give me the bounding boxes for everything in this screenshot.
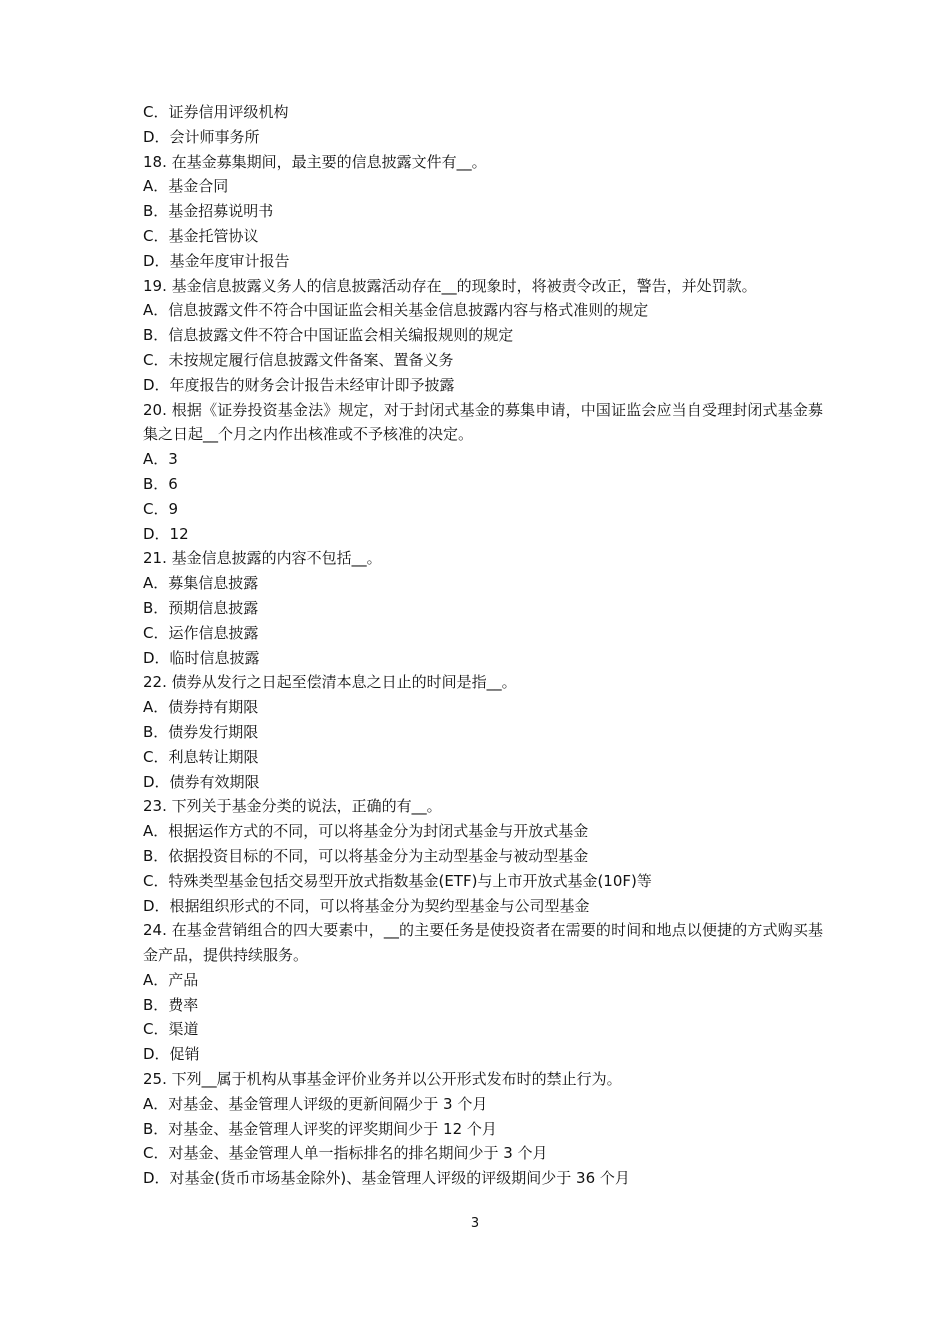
- option-line: D．临时信息披露: [143, 648, 260, 667]
- option-line: B．费率: [143, 995, 199, 1014]
- option-line: C．运作信息披露: [143, 623, 259, 642]
- page-number: 3: [470, 1216, 480, 1231]
- option-line: A．募集信息披露: [143, 574, 259, 593]
- option-line: B．依据投资目标的不同，可以将基金分为主动型基金与被动型基金: [143, 846, 589, 865]
- text-line: D．会计师事务所: [143, 127, 260, 146]
- option-line: B．预期信息披露: [143, 598, 259, 617]
- option-line: C．特殊类型基金包括交易型开放式指数基金(ETF)与上市开放式基金(10F)等: [143, 871, 652, 890]
- option-line: D．12: [143, 524, 189, 543]
- option-line: C．对基金、基金管理人单一指标排名的排名期间少于 3 个月: [143, 1144, 548, 1163]
- option-line: B．信息披露文件不符合中国证监会相关编报规则的规定: [143, 326, 514, 345]
- option-line: A．债券持有期限: [143, 698, 259, 717]
- option-line: A．基金合同: [143, 177, 229, 196]
- option-line: C．基金托管协议: [143, 226, 259, 245]
- option-line: A．3: [143, 450, 178, 469]
- text-line: C．证券信用评级机构: [143, 103, 289, 121]
- question-stem: 19. 基金信息披露义务人的信息披露活动存在__的现象时，将被责令改正，警告，并处罚款。: [143, 276, 757, 295]
- question-stem: 18. 在基金募集期间，最主要的信息披露文件有__。: [143, 152, 487, 171]
- question-stem: 21. 基金信息披露的内容不包括__。: [143, 549, 382, 568]
- option-line: A．信息披露文件不符合中国证监会相关基金信息披露内容与格式准则的规定: [143, 301, 649, 320]
- option-line: D．促销: [143, 1045, 200, 1064]
- option-line: A．产品: [143, 970, 199, 989]
- option-line: D．债券有效期限: [143, 772, 260, 791]
- option-line: B．债券发行期限: [143, 722, 259, 741]
- option-line: D．根据组织形式的不同，可以将基金分为契约型基金与公司型基金: [143, 896, 590, 915]
- option-line: C．利息转让期限: [143, 747, 259, 766]
- question-stem: 20. 根据《证券投资基金法》规定，对于封闭式基金的募集申请，中国证监会应当自受理封闭式基金募集之日起__个月之内作出核准或不予核准的决定。: [143, 400, 823, 444]
- option-line: D．基金年度审计报告: [143, 251, 290, 270]
- option-line: D．年度报告的财务会计报告未经审计即予披露: [143, 375, 455, 394]
- question-stem: 22. 债券从发行之日起至偿清本息之日止的时间是指__。: [143, 673, 517, 692]
- option-line: C．未按规定履行信息披露文件备案、置备义务: [143, 350, 454, 369]
- question-stem: 24. 在基金营销组合的四大要素中，__的主要任务是使投资者在需要的时间和地点以便捷的方式购买基金产品，提供持续服务。: [143, 921, 823, 965]
- question-stem: 23. 下列关于基金分类的说法，正确的有__。: [143, 797, 442, 816]
- option-line: B．6: [143, 474, 178, 493]
- option-line: A．根据运作方式的不同，可以将基金分为封闭式基金与开放式基金: [143, 822, 589, 841]
- document-body: [143, 100, 823, 1191]
- option-line: C．渠道: [143, 1020, 199, 1039]
- option-line: C．9: [143, 499, 179, 518]
- option-line: A．对基金、基金管理人评级的更新间隔少于 3 个月: [143, 1094, 488, 1113]
- option-line: D．对基金(货币市场基金除外)、基金管理人评级的评级期间少于 36 个月: [143, 1169, 630, 1188]
- question-stem: 25. 下列__属于机构从事基金评价业务并以公开形式发布时的禁止行为。: [143, 1070, 622, 1089]
- option-line: B．对基金、基金管理人评奖的评奖期间少于 12 个月: [143, 1119, 497, 1138]
- option-line: B．基金招募说明书: [143, 202, 274, 221]
